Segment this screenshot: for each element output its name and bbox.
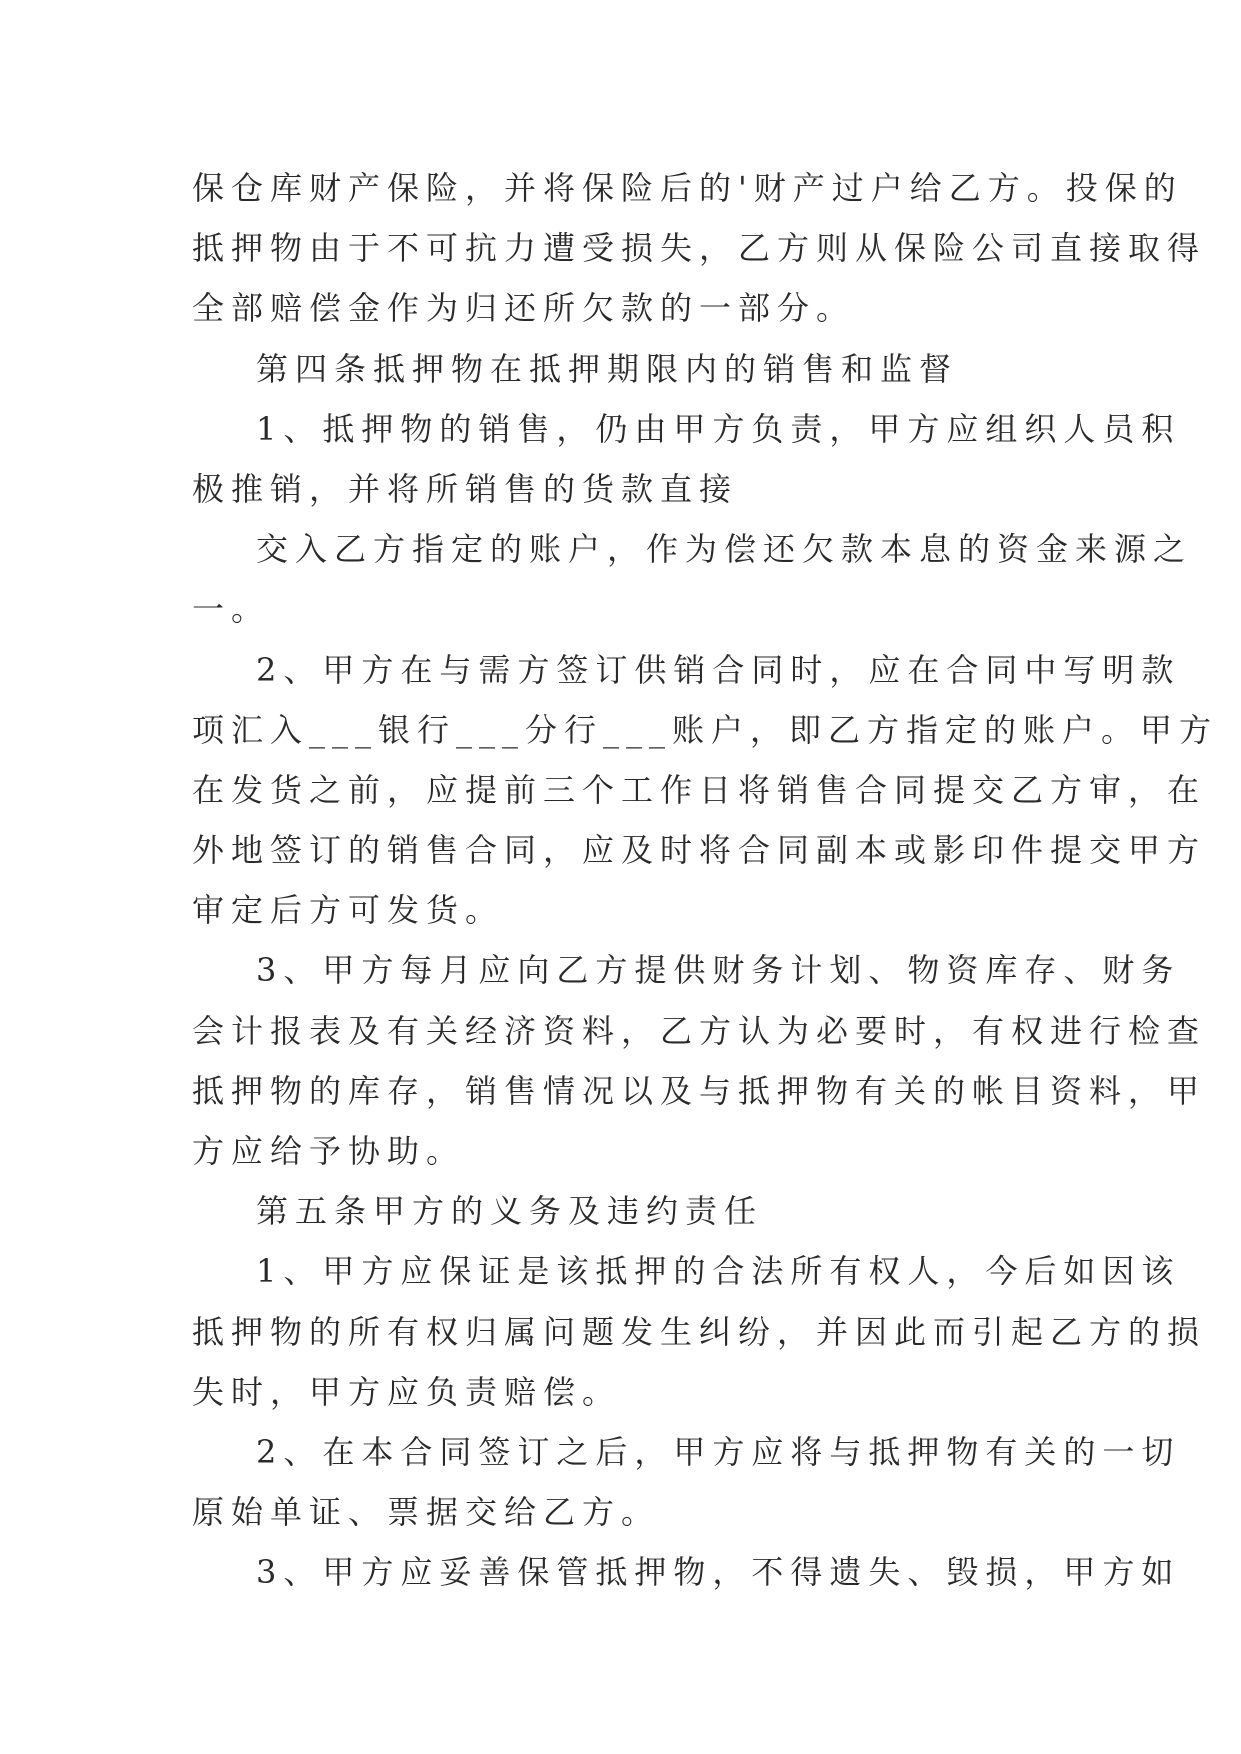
section-heading: 第五条甲方的义务及违约责任 bbox=[256, 1192, 764, 1231]
text-line: 2、甲方在与需方签订供销合同时，应在合同中写明款 bbox=[256, 650, 1181, 689]
text-line: 审定后方可发货。 bbox=[192, 891, 505, 930]
text-line: 交入乙方指定的账户，作为偿还欠款本息的资金来源之 bbox=[256, 530, 1193, 569]
text-line: 1、抵押物的销售，仍由甲方负责，甲方应组织人员积 bbox=[256, 409, 1181, 448]
text-line: 保仓库财产保险，并将保险后的'财产过户给乙方。投保的 bbox=[192, 169, 1183, 207]
section-heading: 第四条抵押物在抵押期限内的销售和监督 bbox=[256, 349, 959, 388]
text-line: 外地签订的销售合同，应及时将合同副本或影印件提交甲方 bbox=[192, 831, 1207, 870]
text-line: 抵押物由于不可抗力遭受损失，乙方则从保险公司直接取得 bbox=[192, 229, 1207, 268]
text-line: 全部赔偿金作为归还所欠款的一部分。 bbox=[192, 289, 856, 328]
text-line: 会计报表及有关经济资料，乙方认为必要时，有权进行检查 bbox=[192, 1011, 1207, 1050]
text-line: 项汇入___银行___分行___账户，即乙方指定的账户。甲方 bbox=[192, 710, 1219, 749]
text-line: 方应给予协助。 bbox=[192, 1132, 466, 1170]
text-line: 抵押物的库存，销售情况以及与抵押物有关的帐目资料，甲 bbox=[192, 1071, 1207, 1110]
document-body bbox=[192, 158, 1219, 1603]
text-line: 2、在本合同签订之后，甲方应将与抵押物有关的一切 bbox=[256, 1432, 1181, 1471]
text-line: 在发货之前，应提前三个工作日将销售合同提交乙方审，在 bbox=[192, 770, 1207, 809]
text-line: 抵押物的所有权归属问题发生纠纷，并因此而引起乙方的损 bbox=[192, 1312, 1207, 1351]
text-line: 一。 bbox=[192, 590, 271, 629]
text-line: 原始单证、票据交给乙方。 bbox=[192, 1493, 661, 1532]
text-line: 1、甲方应保证是该抵押的合法所有权人，今后如因该 bbox=[256, 1252, 1181, 1291]
text-line: 失时，甲方应负责赔偿。 bbox=[192, 1372, 622, 1411]
text-line: 3、甲方应妥善保管抵押物，不得遗失、毁损，甲方如 bbox=[256, 1553, 1181, 1592]
text-line: 3、甲方每月应向乙方提供财务计划、物资库存、财务 bbox=[256, 951, 1181, 990]
text-line: 极推销，并将所销售的货款直接 bbox=[192, 469, 739, 508]
